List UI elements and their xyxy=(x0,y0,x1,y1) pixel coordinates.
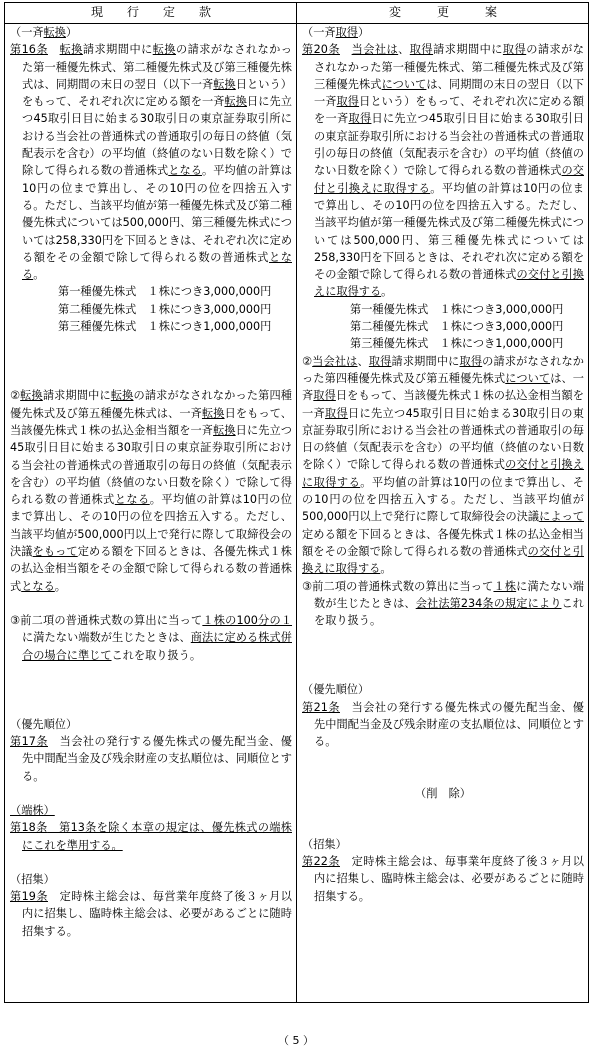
article-21-number: 第21条 xyxy=(302,700,340,714)
text-run: は、同期間の末日の翌日（以下一斉 xyxy=(314,77,584,109)
article-20-paragraph-3 xyxy=(302,578,584,630)
share-amount-list xyxy=(302,301,584,353)
text-run: に満たない端数が生じたときは、 xyxy=(314,579,584,610)
underlined-text: １株 xyxy=(493,579,517,593)
article-20-number: 第20条 xyxy=(302,43,340,57)
share-amount-list xyxy=(10,283,292,335)
text-run: 、 xyxy=(357,354,369,368)
text-run xyxy=(340,43,352,56)
section-heading-fractional-shares: （端株） xyxy=(10,803,55,817)
text-run: 。 xyxy=(381,285,393,299)
text-run: 。 xyxy=(54,579,66,593)
article-16-number: 第16条 xyxy=(10,43,48,57)
text-run: ② xyxy=(10,389,21,403)
article-17-number: 第17条 xyxy=(10,735,48,749)
underlined-text: 転換 xyxy=(110,389,134,403)
proposed-articles-header: 変 更 案 xyxy=(297,3,589,24)
article-19-number: 第19条 xyxy=(10,890,48,904)
text-run: 定める額を下回るときは、各優先株式１株の払込金相当額をその金額で除して得られる数の普通株式 xyxy=(10,545,292,593)
text-run: これを取り扱う。 xyxy=(314,596,584,628)
text-run: の請求がなされなかった第四種優先株式及び第五種優先株式 xyxy=(302,354,584,385)
underlined-text: によって xyxy=(539,510,584,524)
underlined-text: 転換 xyxy=(224,95,248,109)
underlined-text: 転換 xyxy=(152,43,176,57)
underlined-text: について xyxy=(505,371,551,385)
underlined-text: 取得 xyxy=(502,43,527,57)
text-run: 。平均値の計算は10円の位まで算出し、その10円の位を四捨五入する。ただし、当該平均値が500,000円以上で発行に際して取締役会の決議 xyxy=(302,475,584,524)
underlined-text: について xyxy=(381,77,427,91)
underlined-text: 取得 xyxy=(313,389,336,403)
article-18-number: 第18条 xyxy=(10,821,48,835)
underlined-text: 転換 xyxy=(213,77,236,91)
section-heading-bulk-conversion: （一斉転換） xyxy=(10,26,78,39)
text-run: 。平均値の計算は10円の位まで算出し、その10円の位を四捨五入する。ただし、当該平均値が第一種優先株式及び第二種優先株式については500,000円、第三種優先株式については258,330円を下回るときは、それぞれ次に定める額をその金額で除して得られる数の普通株式 xyxy=(314,181,585,282)
underlined-text: 取得 xyxy=(348,112,372,126)
underlined-text: 取得 xyxy=(325,406,349,420)
comparison-table xyxy=(4,2,589,1003)
text-run: 日に先立つ45取引日目に始まる30取引日の東京証券取引所における当会社の普通株式の普通取引の毎日の終値（気配表示を含む）の平均値（終値のない日数を除く）で除して得られる数の普通株式 xyxy=(10,423,292,507)
underlined-text: の交付と引換えに取得する xyxy=(302,544,584,576)
underlined-text: 取得 xyxy=(368,354,392,368)
underlined-text: をもって xyxy=(32,545,78,559)
underlined-text: の交付と引換えに取得する xyxy=(314,164,584,195)
text-run: の請求がなされなかった第一種優先株式、第二種優先株式及び第三種優先株式 xyxy=(314,43,584,91)
underlined-text: となる xyxy=(22,250,292,282)
article-22: 第22条 定時株主総会は、毎事業年度終了後３ヶ月以内に招集し、臨時株主総会は、必要があるごとに随時招集する。 xyxy=(302,855,584,903)
article-22-number: 第22条 xyxy=(302,855,340,869)
text-run: 日に先立つ45取引日目に始まる30取引日の東京証券取引所における当会社の普通株式の普通取引の毎日の終値（気配表示を含む）の平均値（終値のない日数を除く）で除して得られる数の普通株式 xyxy=(302,406,584,472)
text-run: 日をもって、当該優先株式１株の払込金相当額を一斉 xyxy=(302,389,584,420)
article-20-paragraph-2 xyxy=(302,353,584,578)
underlined-text: となる xyxy=(21,579,55,593)
underlined-text: の交付と引換えに取得する xyxy=(314,268,584,299)
article-18: 第18条 第13条を除く本章の規定は、優先株式の端株にこれを準用する。 xyxy=(10,821,292,852)
text-run: 定める額を下回るときは、各優先株式１株の払込金相当額をその金額で除して得られる数の普通株式 xyxy=(302,527,584,558)
article-16-paragraph-3 xyxy=(10,612,292,664)
text-run: 請求期間中に xyxy=(391,354,460,368)
text-run: 。 xyxy=(380,562,392,576)
current-articles-column xyxy=(5,24,297,1003)
article-16-paragraph-2 xyxy=(10,387,292,595)
section-heading-priority: （優先順位） xyxy=(10,717,78,731)
text-run: ③前二項の普通株式数の算出に当って xyxy=(10,613,203,627)
current-articles-header: 現 行 定 款 xyxy=(5,3,297,24)
underlined-text: となる xyxy=(114,493,150,507)
underlined-text: 取得 xyxy=(409,43,434,57)
text-run: 。平均値の計算は10円の位まで算出し、その10円の位を四捨五入する。ただし、当該平均値が500,000円以上で発行に際して取締役会の決議 xyxy=(10,493,292,559)
text-run: 請求期間中に xyxy=(82,43,153,57)
underlined-text: 取得 xyxy=(459,354,483,368)
article-21: 第21条 当会社の発行する優先株式の優先配当金、優先中間配当金及び残余財産の支払順位は、同順位とする。 xyxy=(302,700,584,749)
share-amount-item: 第三種優先株式 １株につき1,000,000円 xyxy=(58,320,272,334)
text-run: 日という）をもって、それぞれ次に定める額を一斉 xyxy=(314,95,584,126)
underlined-text: １株の100分の１ xyxy=(202,613,293,627)
proposed-articles-column xyxy=(297,24,589,1003)
text-run: の請求がなされなかった第四種優先株式及び第五種優先株式は、一斉 xyxy=(10,389,292,420)
underlined-text: 会社法第234条の規定により xyxy=(415,596,562,610)
underlined-text: 当会社は xyxy=(312,354,358,368)
text-run: は、一斉 xyxy=(302,371,584,403)
underlined-text: 当会社は xyxy=(351,43,399,57)
share-amount-item: 第一種優先株式 １株につき3,000,000円 xyxy=(350,302,564,316)
text-run: 日という）をもって、それぞれ次に定める額を一斉 xyxy=(22,77,292,109)
share-amount-item: 第三種優先株式 １株につき1,000,000円 xyxy=(350,337,564,351)
share-amount-item: 第二種優先株式 １株につき3,000,000円 xyxy=(58,302,272,316)
text-run: 請求期間中に xyxy=(433,43,503,57)
text-run: 日に先立つ45取引日目に始まる30取引日の東京証券取引所における当会社の普通株式の普通取引の毎日の終値（気配表示を含む）の平均値（終値のない日数を除く）で除して得られる数の普通株式 xyxy=(314,112,584,178)
text-run: 。 xyxy=(33,268,45,282)
underlined-text: 取得 xyxy=(336,95,360,109)
share-amount-item: 第一種優先株式 １株につき3,000,000円 xyxy=(58,285,272,299)
underlined-text: の交付と引換えに取得する xyxy=(302,458,584,489)
text-run: ② xyxy=(302,354,313,368)
text-run: 、 xyxy=(398,43,410,57)
text-run: 請求期間中に xyxy=(42,389,111,403)
text-run: 日に先立つ45取引日目に始まる30取引日の東京証券取引所における当会社の普通株式の普通取引の毎日の終値（気配表示を含む）の平均値（終値のない日数を除く）で除して得られる数の普通株式 xyxy=(22,95,292,178)
section-heading-priority: （優先順位） xyxy=(302,683,370,697)
section-heading-bulk-acquisition: （一斉取得） xyxy=(302,26,370,39)
article-19: 第19条 定時株主総会は、毎営業年度終了後３ヶ月以内に招集し、臨時株主総会は、必要があるごとに随時招集する。 xyxy=(10,890,292,938)
text-run: 日をもって、当該優先株式１株の払込金相当額を一斉 xyxy=(10,406,292,437)
comparison-table-page xyxy=(4,2,588,1004)
text-run: ③前二項の普通株式数の算出に当って xyxy=(302,579,494,593)
share-amount-item: 第二種優先株式 １株につき3,000,000円 xyxy=(350,320,564,334)
article-16-paragraph-1 xyxy=(10,41,292,283)
underlined-text: 転換 xyxy=(201,406,225,420)
article-20-paragraph-1 xyxy=(302,41,584,300)
underlined-text: 商法に定める株式併合の場合に準じて xyxy=(22,631,292,662)
text-run: に満たない端数が生じたときは、 xyxy=(22,631,191,645)
underlined-text: 転換 xyxy=(20,389,43,403)
underlined-text: となる xyxy=(168,164,203,178)
deleted-marker: （削 除） xyxy=(415,786,471,800)
underlined-text: 転換 xyxy=(213,423,236,437)
text-run: の請求がなされなかった第一種優先株式、第二種優先株式及び第三種優先株式は、同期間の末日の翌日（以下一斉 xyxy=(22,43,292,91)
underlined-text: 転換 xyxy=(59,43,83,57)
article-17: 第17条 当会社の発行する優先株式の優先配当金、優先中間配当金及び残余財産の支払順位は、同順位とする。 xyxy=(10,735,292,783)
page-number: （ 5 ） xyxy=(278,1034,314,1047)
text-run: 。平均値の計算は10円の位まで算出し、その10円の位を四捨五入する。ただし、当該平均値が第一種優先株式及び第二種優先株式については500,000円、第三種優先株式については258,330円を下回るときは、それぞれ次に定める額をその金額で除して得られる数の普通株式 xyxy=(22,164,293,264)
section-heading-convocation: （招集） xyxy=(302,837,347,851)
text-run xyxy=(48,43,60,56)
text-run: これを取り扱う。 xyxy=(111,648,202,662)
section-heading-convocation: （招集） xyxy=(10,872,55,886)
